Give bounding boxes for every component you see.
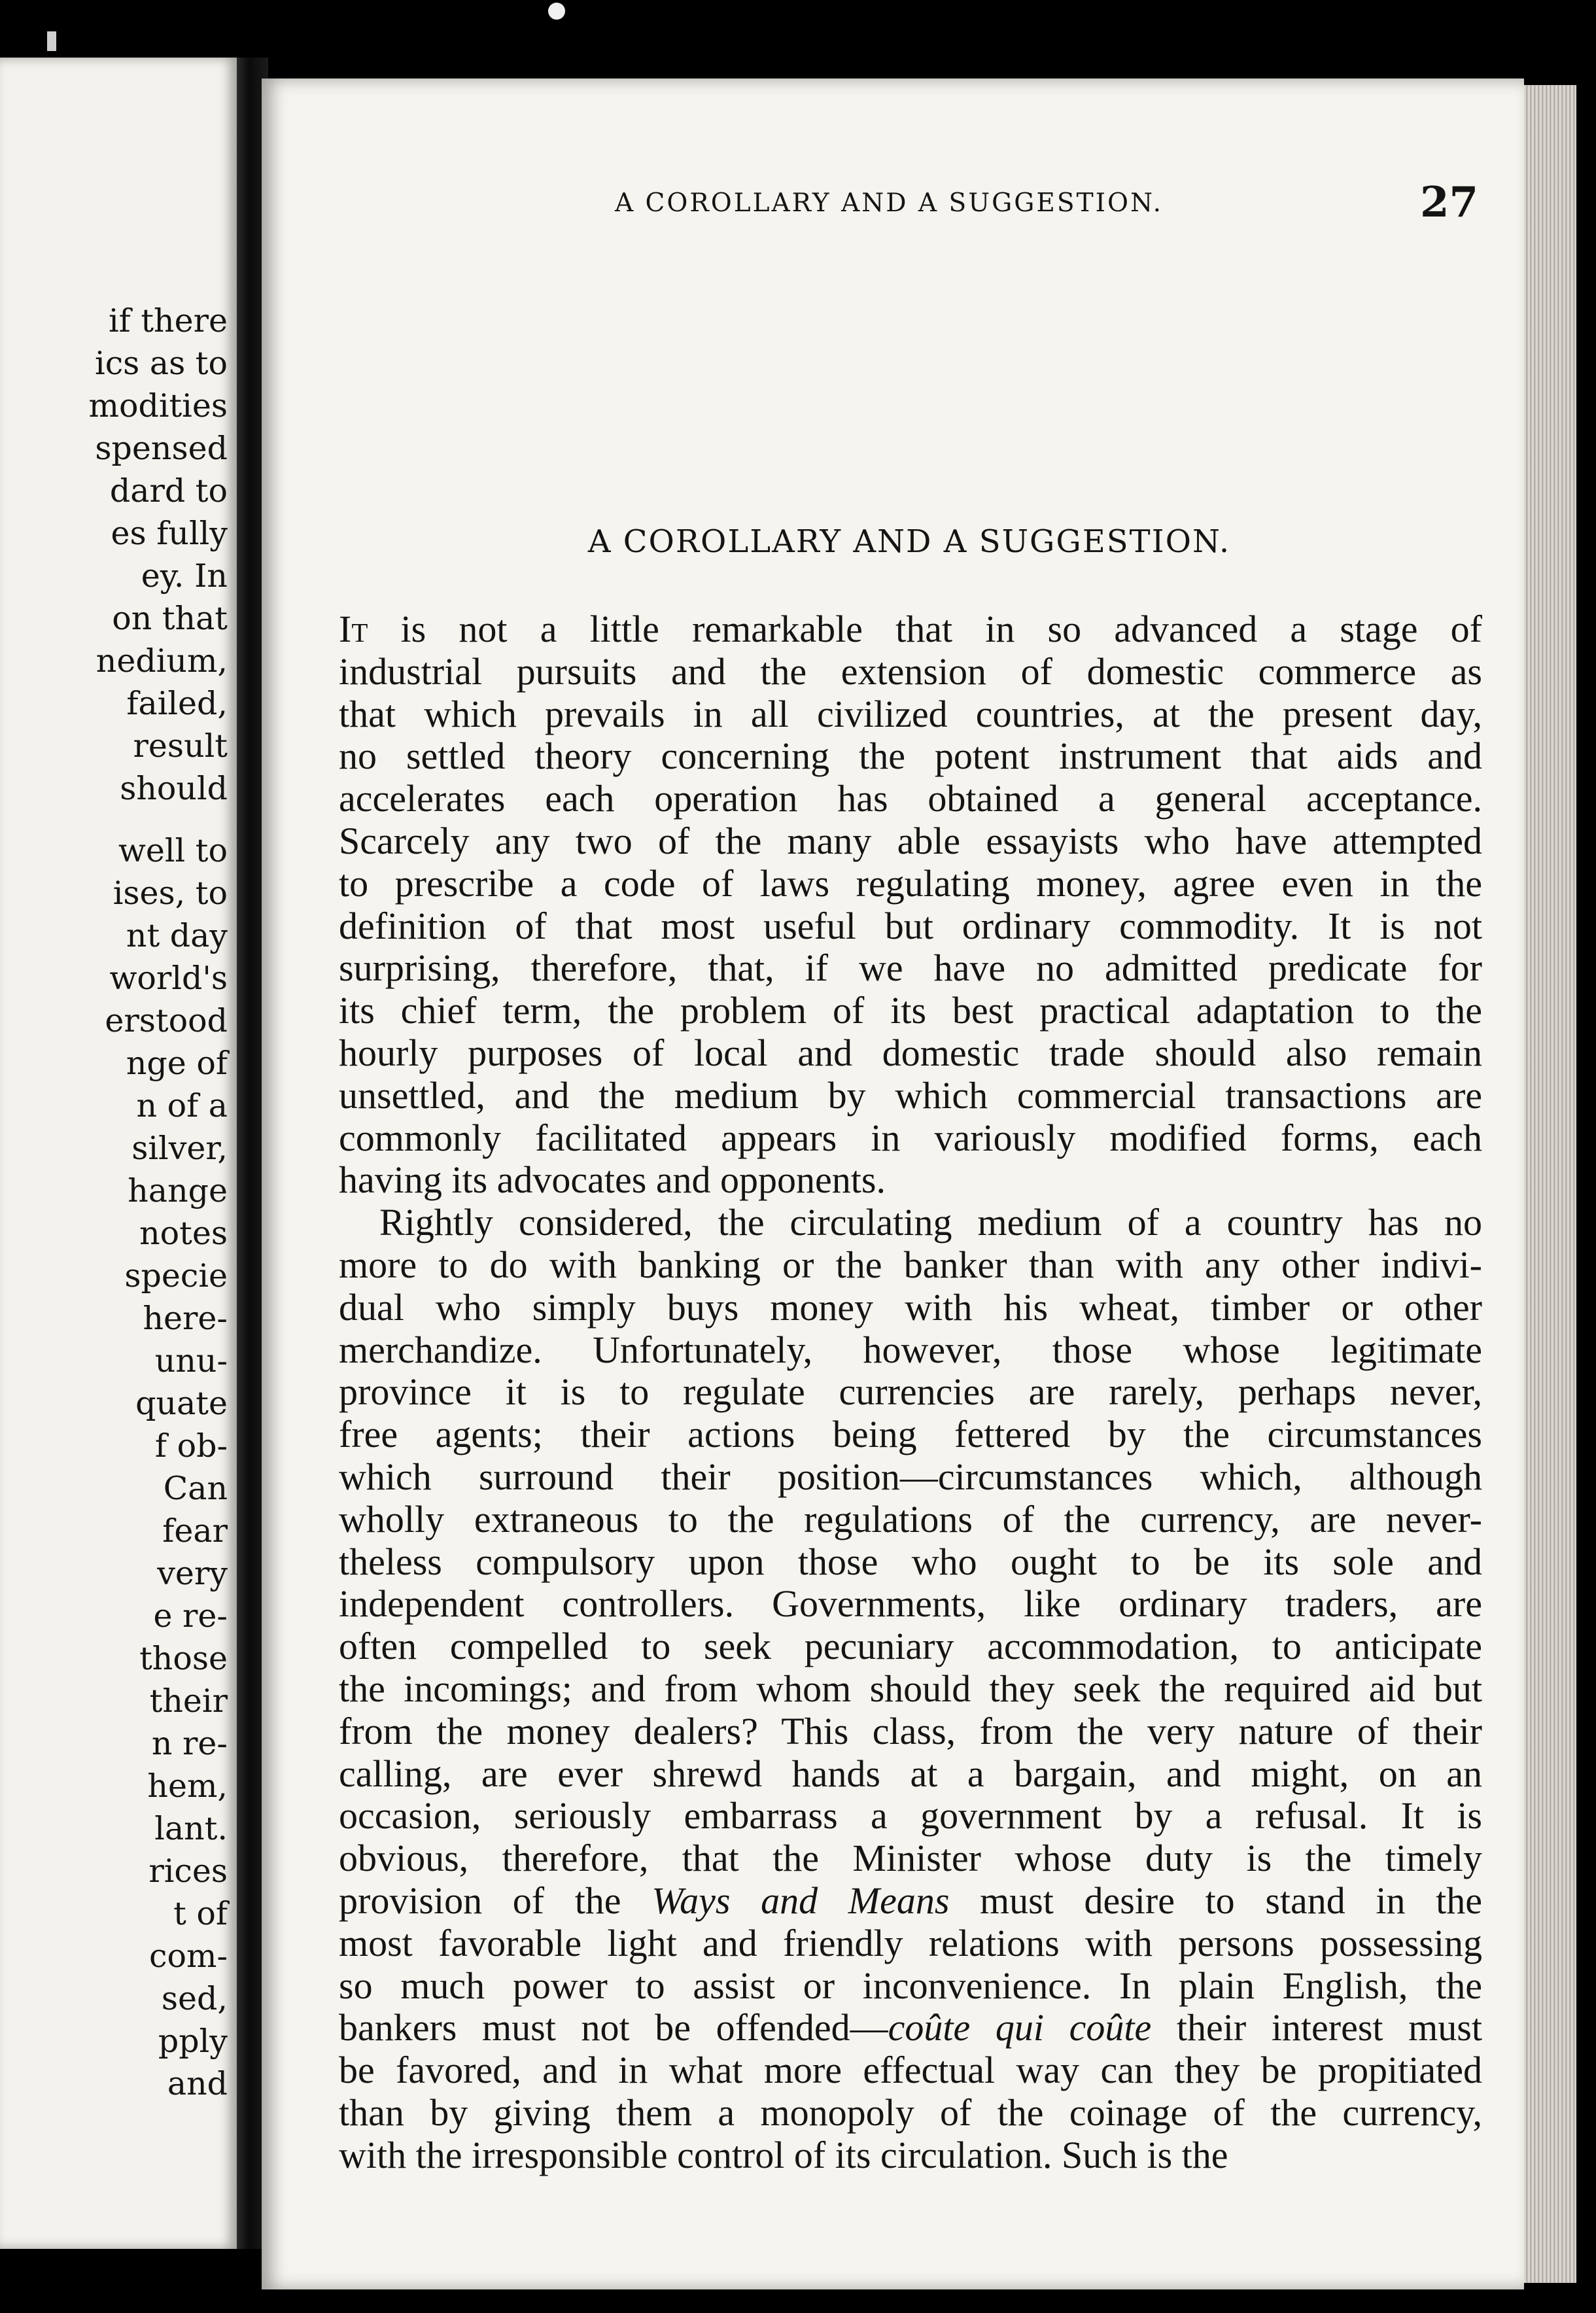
left-page-line: and xyxy=(167,2065,228,2102)
text-line: to prescribe a code of laws regulating money, agree even in the xyxy=(339,861,1482,905)
left-page-line: well to xyxy=(118,832,228,869)
text-line: be favored, and in what more effectual way can they be propitiated xyxy=(339,2049,1482,2092)
left-page-line: dard to xyxy=(109,472,228,510)
left-page-line: modities xyxy=(88,387,228,425)
text-line: definition of that most useful but ordinary commodity. It is not xyxy=(339,904,1482,947)
left-page-line: failed, xyxy=(126,685,228,722)
left-page-line: com- xyxy=(149,1938,228,1975)
text-line: It is not a little remarkable that in so advanced a stage of xyxy=(339,608,1482,650)
left-page-line: nedium, xyxy=(95,642,228,680)
text-line: theless compulsory upon those who ought to be its sole and xyxy=(339,1540,1482,1583)
text-line: most favorable light and friendly relations with persons possessing xyxy=(339,1921,1482,1964)
left-page-line: erstood xyxy=(105,1002,228,1039)
left-page-line: nge of xyxy=(126,1045,228,1082)
left-page-line: e re- xyxy=(153,1597,228,1635)
left-page-line: their xyxy=(149,1682,228,1720)
text-line: calling, are ever shrewd hands at a bargain, and might, on an xyxy=(339,1752,1482,1795)
left-page-line: lant. xyxy=(154,1810,228,1847)
scan-speck xyxy=(548,3,565,20)
left-page-line: f ob- xyxy=(154,1427,228,1465)
left-page-line: should xyxy=(120,770,228,807)
text-line: that which prevails in all civilized countries, at the present day, xyxy=(339,692,1482,735)
text-line: more to do with banking or the banker than with any other indivi- xyxy=(339,1243,1482,1286)
text-line: Rightly considered, the circulating medium of a country has no xyxy=(379,1201,1482,1244)
left-page-line: on that xyxy=(112,600,228,637)
left-page-gap xyxy=(12,810,228,829)
text-line: so much power to assist or inconvenience. In plain English, the xyxy=(339,1964,1482,2007)
text-line: obvious, therefore, that the Minister whose duty is the timely xyxy=(339,1837,1482,1880)
left-page-line: world's xyxy=(109,960,228,997)
left-page-line: ics as to xyxy=(95,345,228,382)
text-line: merchandize. Unfortunately, however, those whose legitimate xyxy=(339,1328,1482,1371)
left-facing-page xyxy=(0,58,237,2249)
text-line: often compelled to seek pecuniary accommodation, to anticipate xyxy=(339,1625,1482,1668)
text-line: no settled theory concerning the potent instrument that aids and xyxy=(339,735,1482,778)
text-line: commonly facilitated appears in variously modified forms, each xyxy=(339,1116,1482,1159)
left-page-line: fear xyxy=(162,1512,228,1550)
text-line: the incomings; and from whom should they seek the required aid but xyxy=(339,1667,1482,1710)
scan-mark xyxy=(47,31,56,51)
left-page-line: Can xyxy=(163,1470,228,1507)
text-line: independent controllers. Governments, like ordinary traders, are xyxy=(339,1582,1482,1626)
left-page-line: n re- xyxy=(151,1725,228,1762)
text-line: Scarcely any two of the many able essayists who have attempted xyxy=(339,819,1482,862)
left-page-line: n of a xyxy=(136,1087,228,1124)
left-page-line: very xyxy=(157,1555,228,1592)
left-page-line: specie xyxy=(124,1257,228,1295)
left-page-line: hange xyxy=(128,1172,228,1209)
left-page-line: rices xyxy=(148,1852,228,1890)
left-page-line: notes xyxy=(139,1215,228,1252)
left-page-text xyxy=(12,300,228,2105)
text-line: its chief term, the problem of its best practical adaptation to the xyxy=(339,989,1482,1032)
left-page-line: those xyxy=(139,1640,228,1677)
left-page-line: ises, to xyxy=(113,875,228,912)
left-page-line: es fully xyxy=(111,515,228,552)
left-page-line: nt day xyxy=(126,917,228,954)
body-text xyxy=(339,608,1482,2176)
text-line: hourly purposes of local and domestic trade should also remain xyxy=(339,1031,1482,1074)
paragraph xyxy=(339,1202,1482,2176)
left-page-line: pply xyxy=(158,2023,228,2060)
text-line: unsettled, and the medium by which commercial transactions are xyxy=(339,1073,1482,1117)
text-line: having its advocates and opponents. xyxy=(339,1158,886,1202)
text-line: from the money dealers? This class, from the very nature of their xyxy=(339,1709,1482,1752)
paragraph xyxy=(339,608,1482,1202)
left-page-line: result xyxy=(133,727,228,765)
text-line: provision of the Ways and Means must desire to stand in the xyxy=(339,1879,1482,1922)
left-page-line: t of xyxy=(173,1895,228,1932)
left-page-line: hem, xyxy=(147,1767,228,1805)
left-page-line: here- xyxy=(143,1300,228,1337)
text-line: than by giving them a monopoly of the coinage of the currency, xyxy=(339,2091,1482,2134)
running-title: A COROLLARY AND A SUGGESTION. xyxy=(615,188,1163,218)
left-page-line: unu- xyxy=(154,1342,228,1380)
left-page-line: quate xyxy=(135,1385,228,1422)
page-number: 27 xyxy=(1419,178,1478,227)
left-page-line: if there xyxy=(108,302,228,339)
text-line: accelerates each operation has obtained a general acceptance. xyxy=(339,777,1482,820)
text-line: province it is to regulate currencies are rarely, perhaps never, xyxy=(339,1370,1482,1414)
text-line: with the irresponsible control of its circulation. Such is the xyxy=(339,2133,1228,2176)
left-page-line: spensed xyxy=(95,430,228,467)
text-line: industrial pursuits and the extension of domestic commerce as xyxy=(339,650,1482,693)
left-page-line: sed, xyxy=(161,1980,228,2017)
text-line: which surround their position—circumstances which, although xyxy=(339,1455,1482,1498)
page-edge xyxy=(1524,85,1576,2283)
left-page-line: ey. In xyxy=(141,557,228,595)
text-line: bankers must not be offended—coûte qui coûte their interest must xyxy=(339,2006,1482,2049)
text-line: occasion, seriously embarrass a government by a refusal. It is xyxy=(339,1794,1482,1837)
left-page-line: silver, xyxy=(131,1130,228,1167)
running-head xyxy=(340,178,1478,230)
text-line: wholly extraneous to the regulations of the currency, are never- xyxy=(339,1497,1482,1540)
text-line: dual who simply buys money with his wheat, timber or other xyxy=(339,1285,1482,1329)
text-line: free agents; their actions being fettered by the circumstances xyxy=(339,1413,1482,1456)
section-title: A COROLLARY AND A SUGGESTION. xyxy=(587,523,1231,560)
text-line: surprising, therefore, that, if we have no admitted predicate for xyxy=(339,947,1482,990)
